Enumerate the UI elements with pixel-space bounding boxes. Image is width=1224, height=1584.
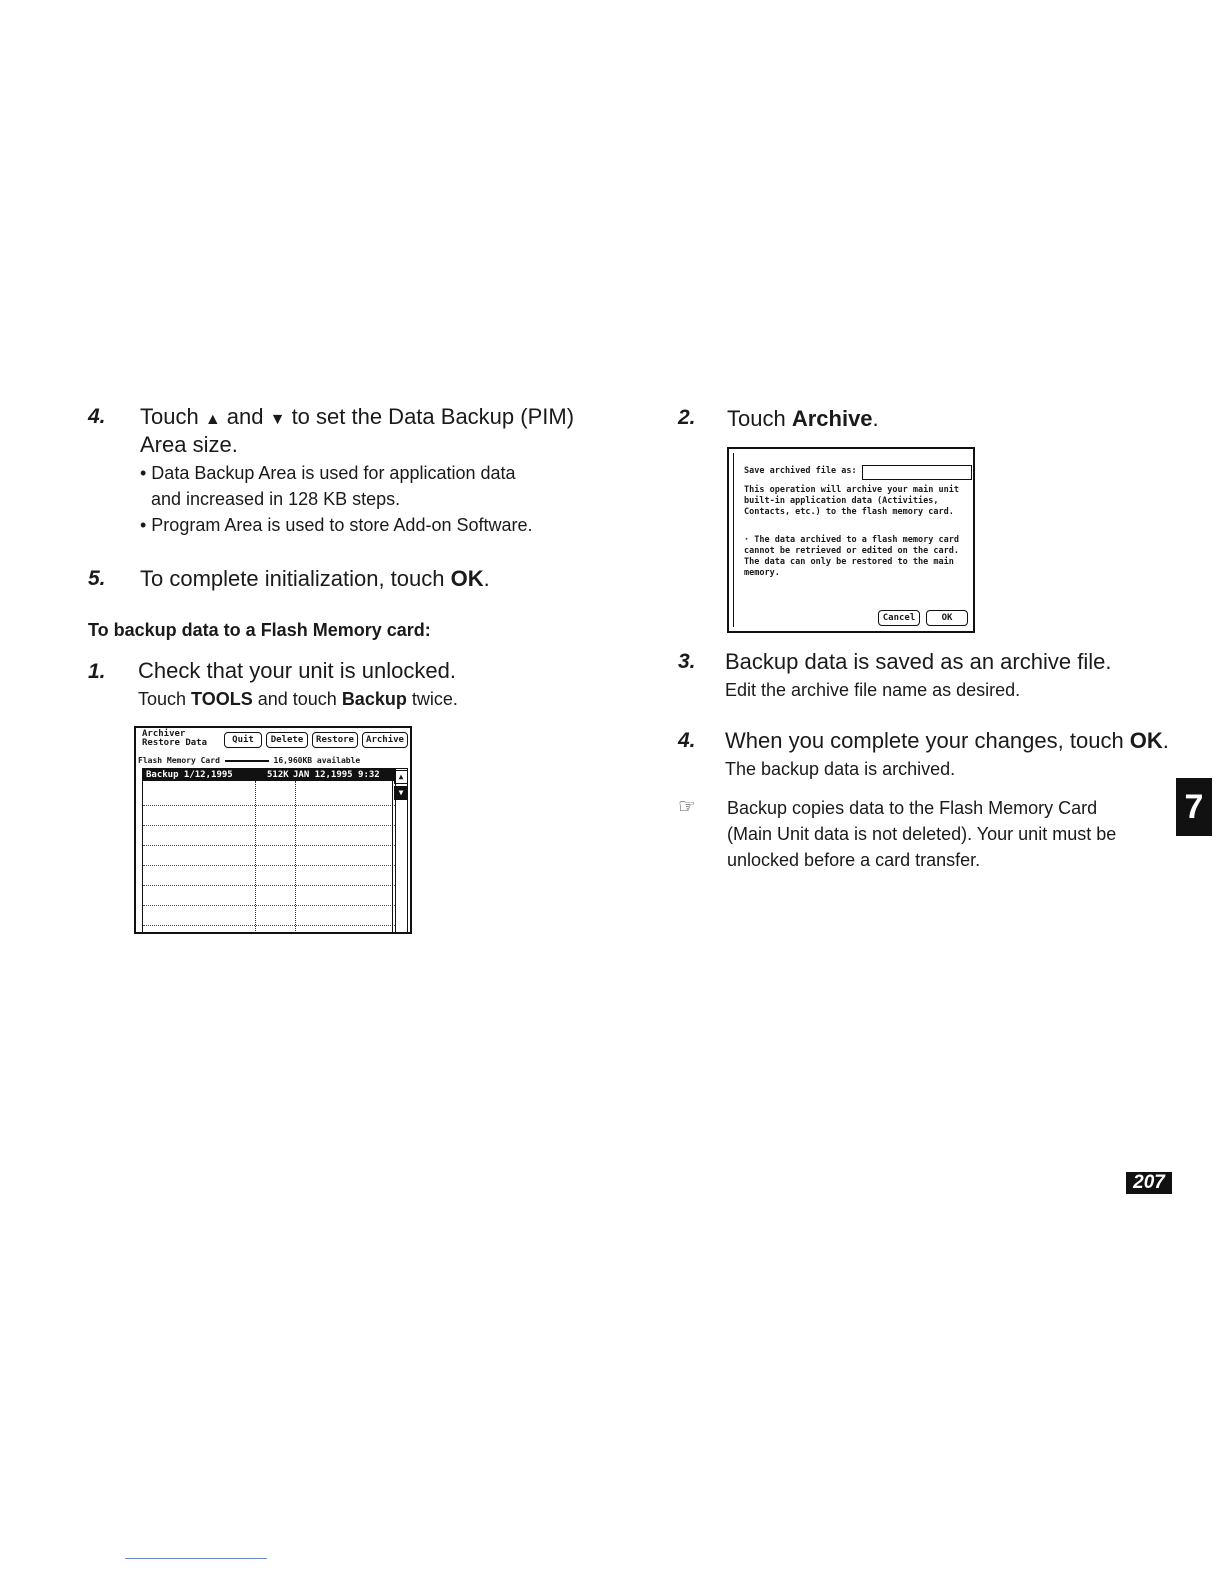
- note-line-3: unlocked before a card transfer.: [727, 850, 981, 870]
- archiver-title: Archiver Restore Data: [142, 729, 208, 748]
- page-number: 207: [1126, 1172, 1172, 1194]
- dialog-paragraph-1: This operation will archive your main unit built-in application data (Activities, Contacts, etc.) to the flash memory card.: [744, 485, 959, 517]
- list-item[interactable]: [143, 893, 395, 906]
- bullet-program-area: • Program Area is used to store Add-on Software.: [140, 515, 533, 535]
- step-2-text: Touch Archive.: [727, 406, 879, 431]
- step-4-title: When you complete your changes, touch OK.: [725, 728, 1169, 753]
- restore-button[interactable]: Restore: [312, 732, 358, 748]
- list-item[interactable]: [143, 793, 395, 806]
- bullet-data-backup: • Data Backup Area is used for application data: [140, 463, 516, 483]
- save-label: Save archived file as:: [744, 466, 857, 476]
- pointing-hand-icon: ☞: [678, 796, 696, 818]
- step-number: 3.: [678, 650, 696, 673]
- list-item[interactable]: [143, 853, 395, 866]
- dialog-paragraph-2: · The data archived to a flash memory card cannot be retrieved or edited on the card. The data can only be restored to the main memory.: [744, 535, 959, 578]
- note-line-1: Backup copies data to the Flash Memory Card: [727, 798, 1098, 818]
- archiver-screen: [134, 726, 412, 934]
- dialog-frame: [733, 453, 969, 627]
- step-1-title: Check that your unit is unlocked.: [138, 658, 456, 683]
- step-number: 4.: [88, 405, 106, 428]
- step-number: 1.: [88, 660, 106, 683]
- cancel-button[interactable]: Cancel: [878, 610, 920, 626]
- archive-button[interactable]: Archive: [362, 732, 408, 748]
- scroll-down-icon[interactable]: ▼: [394, 786, 408, 800]
- list-item[interactable]: [143, 813, 395, 826]
- chapter-tab: 7: [1176, 778, 1212, 836]
- down-arrow-icon: ▼: [269, 411, 286, 428]
- ok-button[interactable]: OK: [926, 610, 968, 626]
- list-item[interactable]: [143, 833, 395, 846]
- note-line-2: (Main Unit data is not deleted). Your unit must be: [727, 824, 1117, 844]
- flash-card-bar: Flash Memory Card 16,960KB available: [138, 756, 361, 765]
- step-4-line-1: Touch ▲ and ▼ to set the Data Backup (PIM): [140, 404, 575, 429]
- bullet-data-backup-cont: and increased in 128 KB steps.: [151, 489, 401, 509]
- footer-rule: [125, 1558, 267, 1559]
- step-number: 4.: [678, 729, 696, 752]
- archive-dialog: [727, 447, 975, 633]
- step-3-title: Backup data is saved as an archive file.: [725, 649, 1112, 674]
- scrollbar[interactable]: [392, 768, 408, 933]
- step-4-sub: The backup data is archived.: [725, 759, 956, 779]
- step-5-text: To complete initialization, touch OK.: [140, 566, 490, 591]
- archive-filename-input[interactable]: [862, 465, 972, 480]
- archive-list[interactable]: [142, 768, 396, 933]
- step-number: 5.: [88, 567, 106, 590]
- scroll-up-icon[interactable]: ▲: [394, 770, 408, 784]
- list-item[interactable]: Backup 1/12,1995 512K JAN 12,1995 9:32: [143, 769, 395, 781]
- step-number: 2.: [678, 406, 696, 429]
- list-item[interactable]: [143, 873, 395, 886]
- step-1-sub: Touch TOOLS and touch Backup twice.: [138, 689, 458, 709]
- section-heading: To backup data to a Flash Memory card:: [88, 620, 431, 640]
- step-4-line-2: Area size.: [140, 432, 238, 457]
- up-arrow-icon: ▲: [204, 411, 221, 428]
- delete-button[interactable]: Delete: [266, 732, 308, 748]
- list-item[interactable]: [143, 913, 395, 926]
- quit-button[interactable]: Quit: [224, 732, 262, 748]
- column-divider: [255, 781, 257, 931]
- column-divider: [295, 781, 297, 931]
- step-3-sub: Edit the archive file name as desired.: [725, 680, 1021, 700]
